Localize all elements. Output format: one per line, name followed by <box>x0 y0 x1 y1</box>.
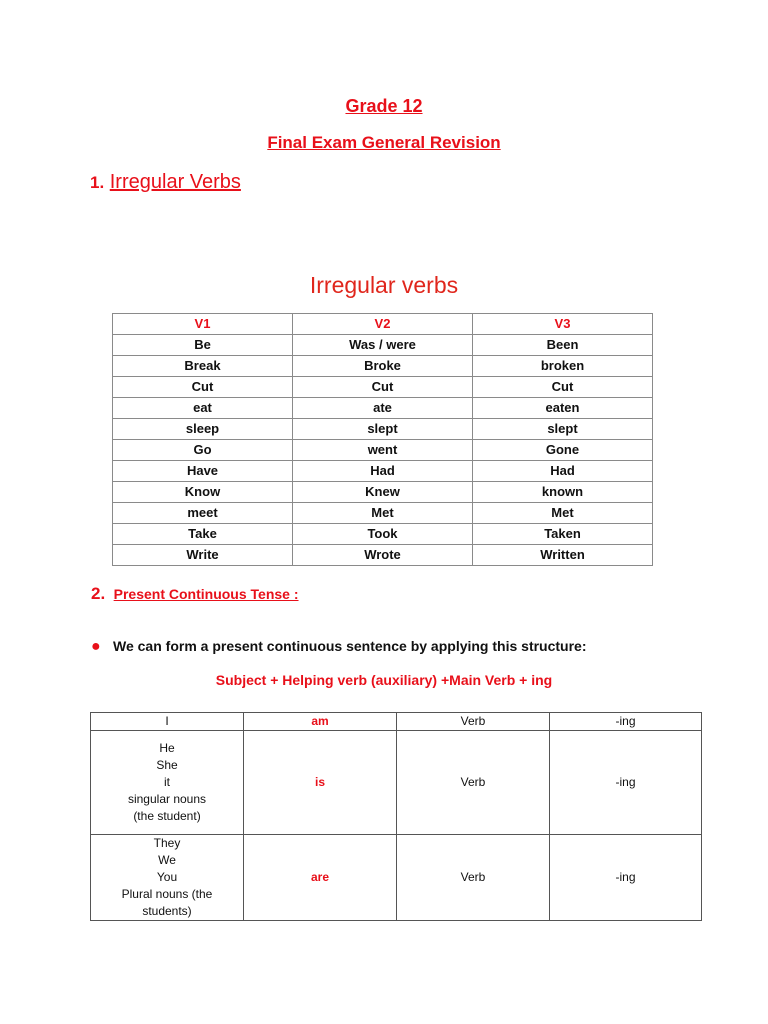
column-header-v2: V2 <box>293 314 473 335</box>
section-2-heading <box>91 584 299 604</box>
ending-cell: -ing <box>550 713 702 731</box>
verb-cell-v2: slept <box>293 419 473 440</box>
verb-cell-v3: Taken <box>473 524 653 545</box>
table-row <box>113 440 653 461</box>
auxiliary-cell: are <box>244 835 397 921</box>
section-1-title: Irregular Verbs <box>109 171 241 193</box>
verb-cell-v3: slept <box>473 419 653 440</box>
subject-item: (the student) <box>133 809 201 823</box>
grade-title: Grade 12 <box>345 96 423 116</box>
section-1-number: 1. <box>90 173 105 192</box>
subject-cell <box>91 731 244 835</box>
table-row <box>113 398 653 419</box>
verb-cell-v1: meet <box>113 503 293 524</box>
verb-cell-v2: Took <box>293 524 473 545</box>
table-row <box>91 835 702 921</box>
table-row <box>113 482 653 503</box>
subject-item: Plural nouns (the <box>121 887 213 901</box>
bullet-item <box>91 638 587 656</box>
verb-cell-v1: Write <box>113 545 293 566</box>
subject-item: singular nouns <box>127 792 207 806</box>
verb-cell-v2: Was / were <box>293 335 473 356</box>
verb-cell-v1: Cut <box>113 377 293 398</box>
irregular-verbs-table-heading: Irregular verbs <box>309 272 459 298</box>
verb-cell-v2: Broke <box>293 356 473 377</box>
verb-cell-v2: Knew <box>293 482 473 503</box>
table-row <box>113 356 653 377</box>
present-continuous-table <box>90 712 702 921</box>
table-row <box>113 503 653 524</box>
verb-cell-v3: Had <box>473 461 653 482</box>
bullet-dot-icon: ● <box>91 638 101 655</box>
column-header-v3: V3 <box>473 314 653 335</box>
auxiliary-cell: is <box>244 731 397 835</box>
verb-cell-v2: went <box>293 440 473 461</box>
table-row <box>113 335 653 356</box>
bullet-text: We can form a present continuous sentence by applying this structure: <box>113 638 587 654</box>
ending-cell: -ing <box>550 731 702 835</box>
column-header-v1: V1 <box>113 314 293 335</box>
verb-cell-v1: Take <box>113 524 293 545</box>
verb-cell-v3: Written <box>473 545 653 566</box>
table-row <box>91 713 702 731</box>
table-row <box>113 545 653 566</box>
subject-item: I <box>165 714 169 728</box>
ending-cell: -ing <box>550 835 702 921</box>
auxiliary-cell: am <box>244 713 397 731</box>
subject-item: They <box>153 836 181 850</box>
verb-cell-v3: Cut <box>473 377 653 398</box>
subject-item: You <box>156 870 178 884</box>
subject-item: He <box>159 741 175 755</box>
subject-item: She <box>156 758 178 772</box>
verb-cell-v3: broken <box>473 356 653 377</box>
verb-cell-v1: Be <box>113 335 293 356</box>
table-row <box>113 461 653 482</box>
section-2-number: 2. <box>91 584 106 603</box>
verb-cell: Verb <box>397 731 550 835</box>
verb-cell-v3: known <box>473 482 653 503</box>
verb-cell-v1: Go <box>113 440 293 461</box>
structure-formula: Subject + Helping verb (auxiliary) +Main Verb + ing <box>215 672 553 688</box>
subject-item: We <box>158 853 176 867</box>
verb-cell-v1: sleep <box>113 419 293 440</box>
section-1-heading <box>90 171 241 194</box>
verb-cell-v3: Met <box>473 503 653 524</box>
verb-cell-v1: eat <box>113 398 293 419</box>
verb-cell-v3: eaten <box>473 398 653 419</box>
verb-cell-v2: Wrote <box>293 545 473 566</box>
subject-cell <box>91 713 244 731</box>
table-row <box>113 524 653 545</box>
verb-cell-v3: Gone <box>473 440 653 461</box>
document-title: Final Exam General Revision <box>267 133 501 152</box>
verb-cell-v1: Have <box>113 461 293 482</box>
subject-cell <box>91 835 244 921</box>
subject-item: students) <box>142 904 192 918</box>
verb-cell-v2: Had <box>293 461 473 482</box>
section-2-title: Present Continuous Tense : <box>113 586 299 602</box>
verb-cell-v1: Know <box>113 482 293 503</box>
verb-cell-v3: Been <box>473 335 653 356</box>
irregular-verbs-table <box>112 313 653 566</box>
subject-item: it <box>164 775 170 789</box>
table-header-row <box>113 314 653 335</box>
table-row <box>113 419 653 440</box>
verb-cell-v2: Met <box>293 503 473 524</box>
verb-cell-v2: ate <box>293 398 473 419</box>
table-row <box>113 377 653 398</box>
verb-cell-v1: Break <box>113 356 293 377</box>
table-row <box>91 731 702 835</box>
verb-cell-v2: Cut <box>293 377 473 398</box>
verb-cell: Verb <box>397 713 550 731</box>
verb-cell: Verb <box>397 835 550 921</box>
